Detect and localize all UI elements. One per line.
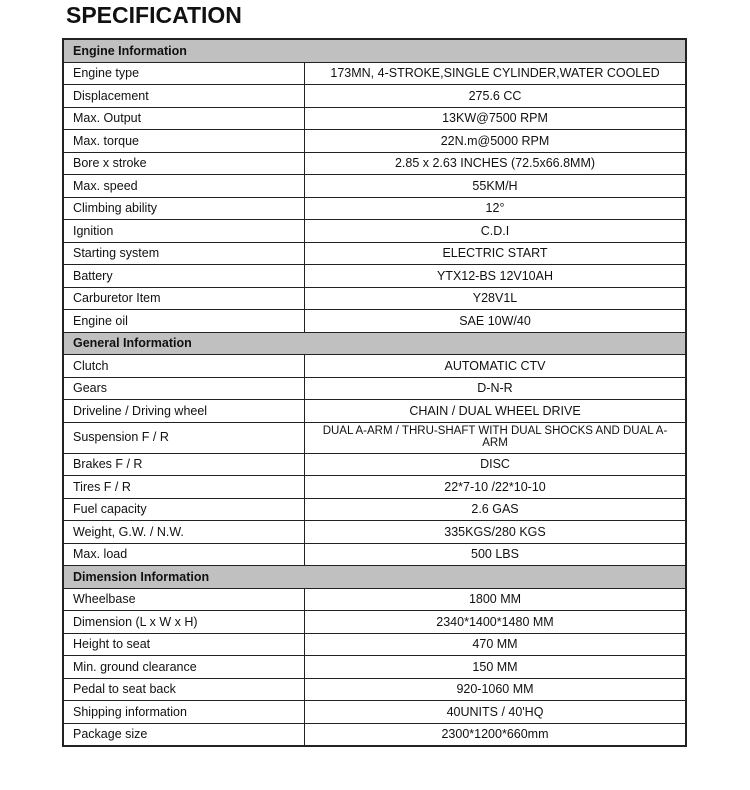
- spec-table: [62, 38, 687, 747]
- spec-value: 275.6 CC: [305, 85, 687, 108]
- spec-label: Driveline / Driving wheel: [63, 400, 305, 423]
- spec-row: [63, 107, 686, 130]
- spec-value: 150 MM: [305, 656, 687, 679]
- spec-label: Wheelbase: [63, 588, 305, 611]
- page-title: SPECIFICATION: [66, 2, 242, 28]
- spec-row: [63, 400, 686, 423]
- spec-row: [63, 310, 686, 333]
- spec-row: [63, 656, 686, 679]
- spec-value: 470 MM: [305, 633, 687, 656]
- spec-label: Suspension F / R: [63, 422, 305, 453]
- spec-value: YTX12-BS 12V10AH: [305, 265, 687, 288]
- spec-value: CHAIN / DUAL WHEEL DRIVE: [305, 400, 687, 423]
- spec-value: 22N.m@5000 RPM: [305, 130, 687, 153]
- spec-value: 40UNITS / 40'HQ: [305, 701, 687, 724]
- spec-label: Battery: [63, 265, 305, 288]
- spec-value: 335KGS/280 KGS: [305, 521, 687, 544]
- spec-row: [63, 422, 686, 453]
- spec-label: Brakes F / R: [63, 453, 305, 476]
- spec-label: Starting system: [63, 242, 305, 265]
- spec-label: Max. load: [63, 543, 305, 566]
- spec-row: [63, 152, 686, 175]
- spec-value: 2300*1200*660mm: [305, 723, 687, 746]
- spec-row: [63, 476, 686, 499]
- spec-row: [63, 453, 686, 476]
- spec-label: Shipping information: [63, 701, 305, 724]
- spec-row: [63, 130, 686, 153]
- spec-row: [63, 287, 686, 310]
- spec-label: Dimension (L x W x H): [63, 611, 305, 634]
- spec-value: AUTOMATIC CTV: [305, 355, 687, 378]
- spec-value: ELECTRIC START: [305, 242, 687, 265]
- spec-value: Y28V1L: [305, 287, 687, 310]
- spec-label: Max. torque: [63, 130, 305, 153]
- section-header: [63, 566, 686, 589]
- section-header: [63, 332, 686, 355]
- spec-row: [63, 85, 686, 108]
- spec-row: [63, 521, 686, 544]
- spec-label: Displacement: [63, 85, 305, 108]
- section-title: General Information: [63, 332, 686, 355]
- spec-row: [63, 220, 686, 243]
- spec-value: C.D.I: [305, 220, 687, 243]
- spec-row: [63, 498, 686, 521]
- spec-value: DISC: [305, 453, 687, 476]
- spec-row: [63, 701, 686, 724]
- spec-row: [63, 678, 686, 701]
- spec-label: Climbing ability: [63, 197, 305, 220]
- spec-row: [63, 175, 686, 198]
- spec-row: [63, 197, 686, 220]
- spec-label: Ignition: [63, 220, 305, 243]
- spec-value: 920-1060 MM: [305, 678, 687, 701]
- spec-row: [63, 265, 686, 288]
- spec-value: 1800 MM: [305, 588, 687, 611]
- spec-row: [63, 543, 686, 566]
- spec-label: Height to seat: [63, 633, 305, 656]
- spec-value: 12°: [305, 197, 687, 220]
- spec-value: 22*7-10 /22*10-10: [305, 476, 687, 499]
- spec-label: Max. Output: [63, 107, 305, 130]
- spec-row: [63, 355, 686, 378]
- spec-value: DUAL A-ARM / THRU-SHAFT WITH DUAL SHOCKS AND DUAL A-ARM: [305, 422, 687, 453]
- spec-label: Pedal to seat back: [63, 678, 305, 701]
- spec-label: Engine type: [63, 62, 305, 85]
- spec-value: 2340*1400*1480 MM: [305, 611, 687, 634]
- spec-value: 13KW@7500 RPM: [305, 107, 687, 130]
- spec-row: [63, 242, 686, 265]
- spec-value: D-N-R: [305, 377, 687, 400]
- spec-value: 2.85 x 2.63 INCHES (72.5x66.8MM): [305, 152, 687, 175]
- spec-value: SAE 10W/40: [305, 310, 687, 333]
- spec-value: 2.6 GAS: [305, 498, 687, 521]
- spec-value: 500 LBS: [305, 543, 687, 566]
- spec-label: Gears: [63, 377, 305, 400]
- spec-row: [63, 377, 686, 400]
- section-header: [63, 39, 686, 62]
- spec-row: [63, 633, 686, 656]
- spec-label: Tires F / R: [63, 476, 305, 499]
- spec-label: Bore x stroke: [63, 152, 305, 175]
- section-title: Engine Information: [63, 39, 686, 62]
- spec-row: [63, 611, 686, 634]
- spec-label: Fuel capacity: [63, 498, 305, 521]
- spec-label: Clutch: [63, 355, 305, 378]
- spec-value: 55KM/H: [305, 175, 687, 198]
- spec-label: Package size: [63, 723, 305, 746]
- spec-label: Max. speed: [63, 175, 305, 198]
- spec-label: Min. ground clearance: [63, 656, 305, 679]
- spec-label: Weight, G.W. / N.W.: [63, 521, 305, 544]
- spec-row: [63, 62, 686, 85]
- spec-row: [63, 588, 686, 611]
- section-title: Dimension Information: [63, 566, 686, 589]
- spec-label: Engine oil: [63, 310, 305, 333]
- spec-row: [63, 723, 686, 746]
- spec-value: 173MN, 4-STROKE,SINGLE CYLINDER,WATER COOLED: [305, 62, 687, 85]
- spec-label: Carburetor Item: [63, 287, 305, 310]
